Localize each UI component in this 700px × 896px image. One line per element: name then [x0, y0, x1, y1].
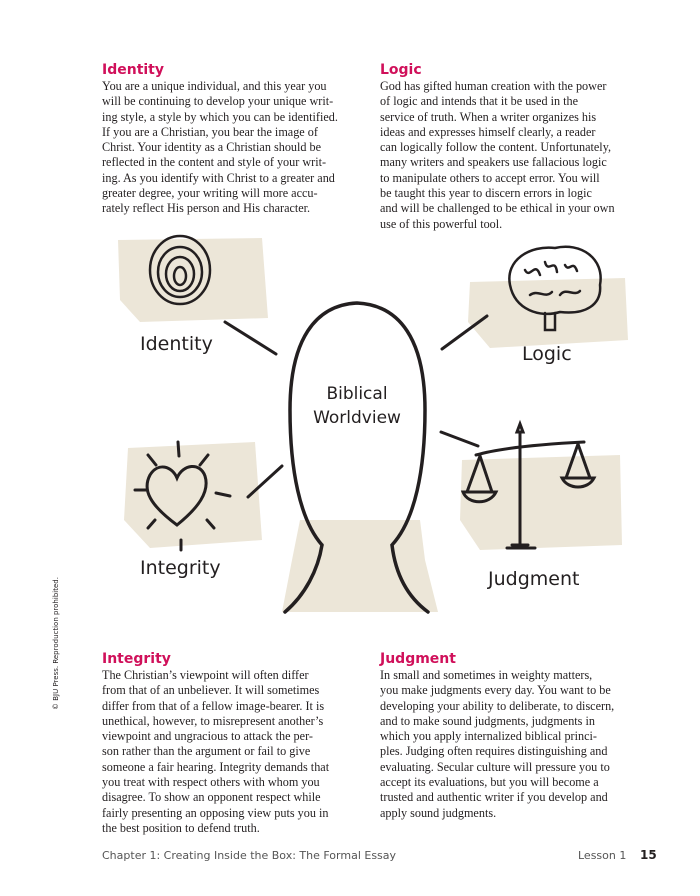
body-line: If you are a Christian, you bear the image of [102, 124, 318, 139]
body-line: unethical, however, to misrepresent another’s [102, 713, 324, 728]
body-line: reflected in the content and style of your writ- [102, 155, 327, 170]
label-logic: Logic [522, 343, 572, 365]
body-line: you make judgments every day. You want to be [380, 683, 611, 698]
body-line: God has gifted human creation with the power [380, 79, 607, 93]
body-line: fairly presenting an opposing view puts you in [102, 805, 329, 820]
body-line: you treat with respect others with whom you [102, 775, 320, 790]
center-label [297, 382, 417, 430]
connector-judgment [441, 432, 478, 446]
body-line: ideas and expresses himself clearly, a reader [380, 124, 596, 139]
body-line: apply sound judgments. [380, 805, 497, 820]
body-line: Christ. Your identity as a Christian should be [102, 140, 322, 155]
body-line: will be continuing to develop your unique writ- [102, 94, 334, 109]
body-line: disagree. To show an opponent respect while [102, 790, 321, 805]
body-line: many writers and speakers use fallacious logic [380, 155, 607, 170]
body-line: trusted and authentic writer if you develop and [380, 790, 608, 805]
body-line: differ from that of a fellow image-bearer. It is [102, 698, 325, 713]
section-heading: Logic [380, 62, 422, 78]
body-line: developing your ability to deliberate, to discern, [380, 698, 615, 713]
body-line: ples. Judging often requires distinguishing and [380, 744, 608, 759]
label-integrity: Integrity [140, 557, 221, 579]
copyright-notice: © BJU Press. Reproduction prohibited. [52, 577, 60, 710]
body-line: son rather than the argument or fail to give [102, 744, 311, 759]
body-line: which you apply internalized biblical princi- [380, 729, 597, 744]
section-heading: Identity [102, 62, 165, 78]
body-line: accept its evaluations, but you will become a [380, 775, 599, 790]
body-line: evaluating. Secular culture will pressure you to [380, 759, 610, 774]
body-line: You are a unique individual, and this year you [102, 79, 327, 93]
body-line: service of truth. When a writer organizes his [380, 109, 597, 124]
body-line: someone a fair hearing. Integrity demands that [102, 759, 330, 774]
body-line: rately reflect His person and His character. [102, 201, 311, 216]
center-label-line: Worldview [313, 408, 401, 428]
body-line: The Christian’s viewpoint will often differ [102, 668, 309, 682]
label-identity: Identity [140, 333, 213, 355]
body-line: can logically follow the content. Unfortunately, [380, 140, 612, 155]
body-line: greater degree, your writing will more accu- [102, 186, 318, 201]
section-heading: Judgment [380, 651, 456, 667]
body-line: and to make sound judgments, judgments in [380, 713, 595, 728]
body-line: and will be challenged to be ethical in your own [380, 201, 615, 216]
label-judgment: Judgment [488, 568, 580, 590]
body-line: of logic and intends that it be used in the [380, 94, 579, 109]
body-line: ing style, a style by which you can be identified. [102, 109, 338, 124]
body-line: use of this powerful tool. [380, 216, 503, 231]
center-label-line: Biblical [326, 384, 388, 404]
body-line: ing. As you identify with Christ to a greater and [102, 170, 335, 185]
footer-chapter: Chapter 1: Creating Inside the Box: The Formal Essay [102, 849, 397, 862]
footer-lesson: Lesson 1 [578, 849, 627, 862]
body-line: viewpoint and ungracious to attack the per- [102, 729, 313, 744]
connector-identity [225, 322, 276, 354]
section-heading: Integrity [102, 651, 171, 667]
body-line: be taught this year to discern errors in logic [380, 186, 592, 201]
body-line: to manipulate others to accept error. You will [380, 170, 600, 185]
body-line: In small and sometimes in weighty matters, [380, 668, 593, 682]
body-line: the best position to defend truth. [102, 820, 260, 835]
body-line: from that of an unbeliever. It will sometimes [102, 683, 320, 698]
page-number: 15 [640, 848, 657, 862]
